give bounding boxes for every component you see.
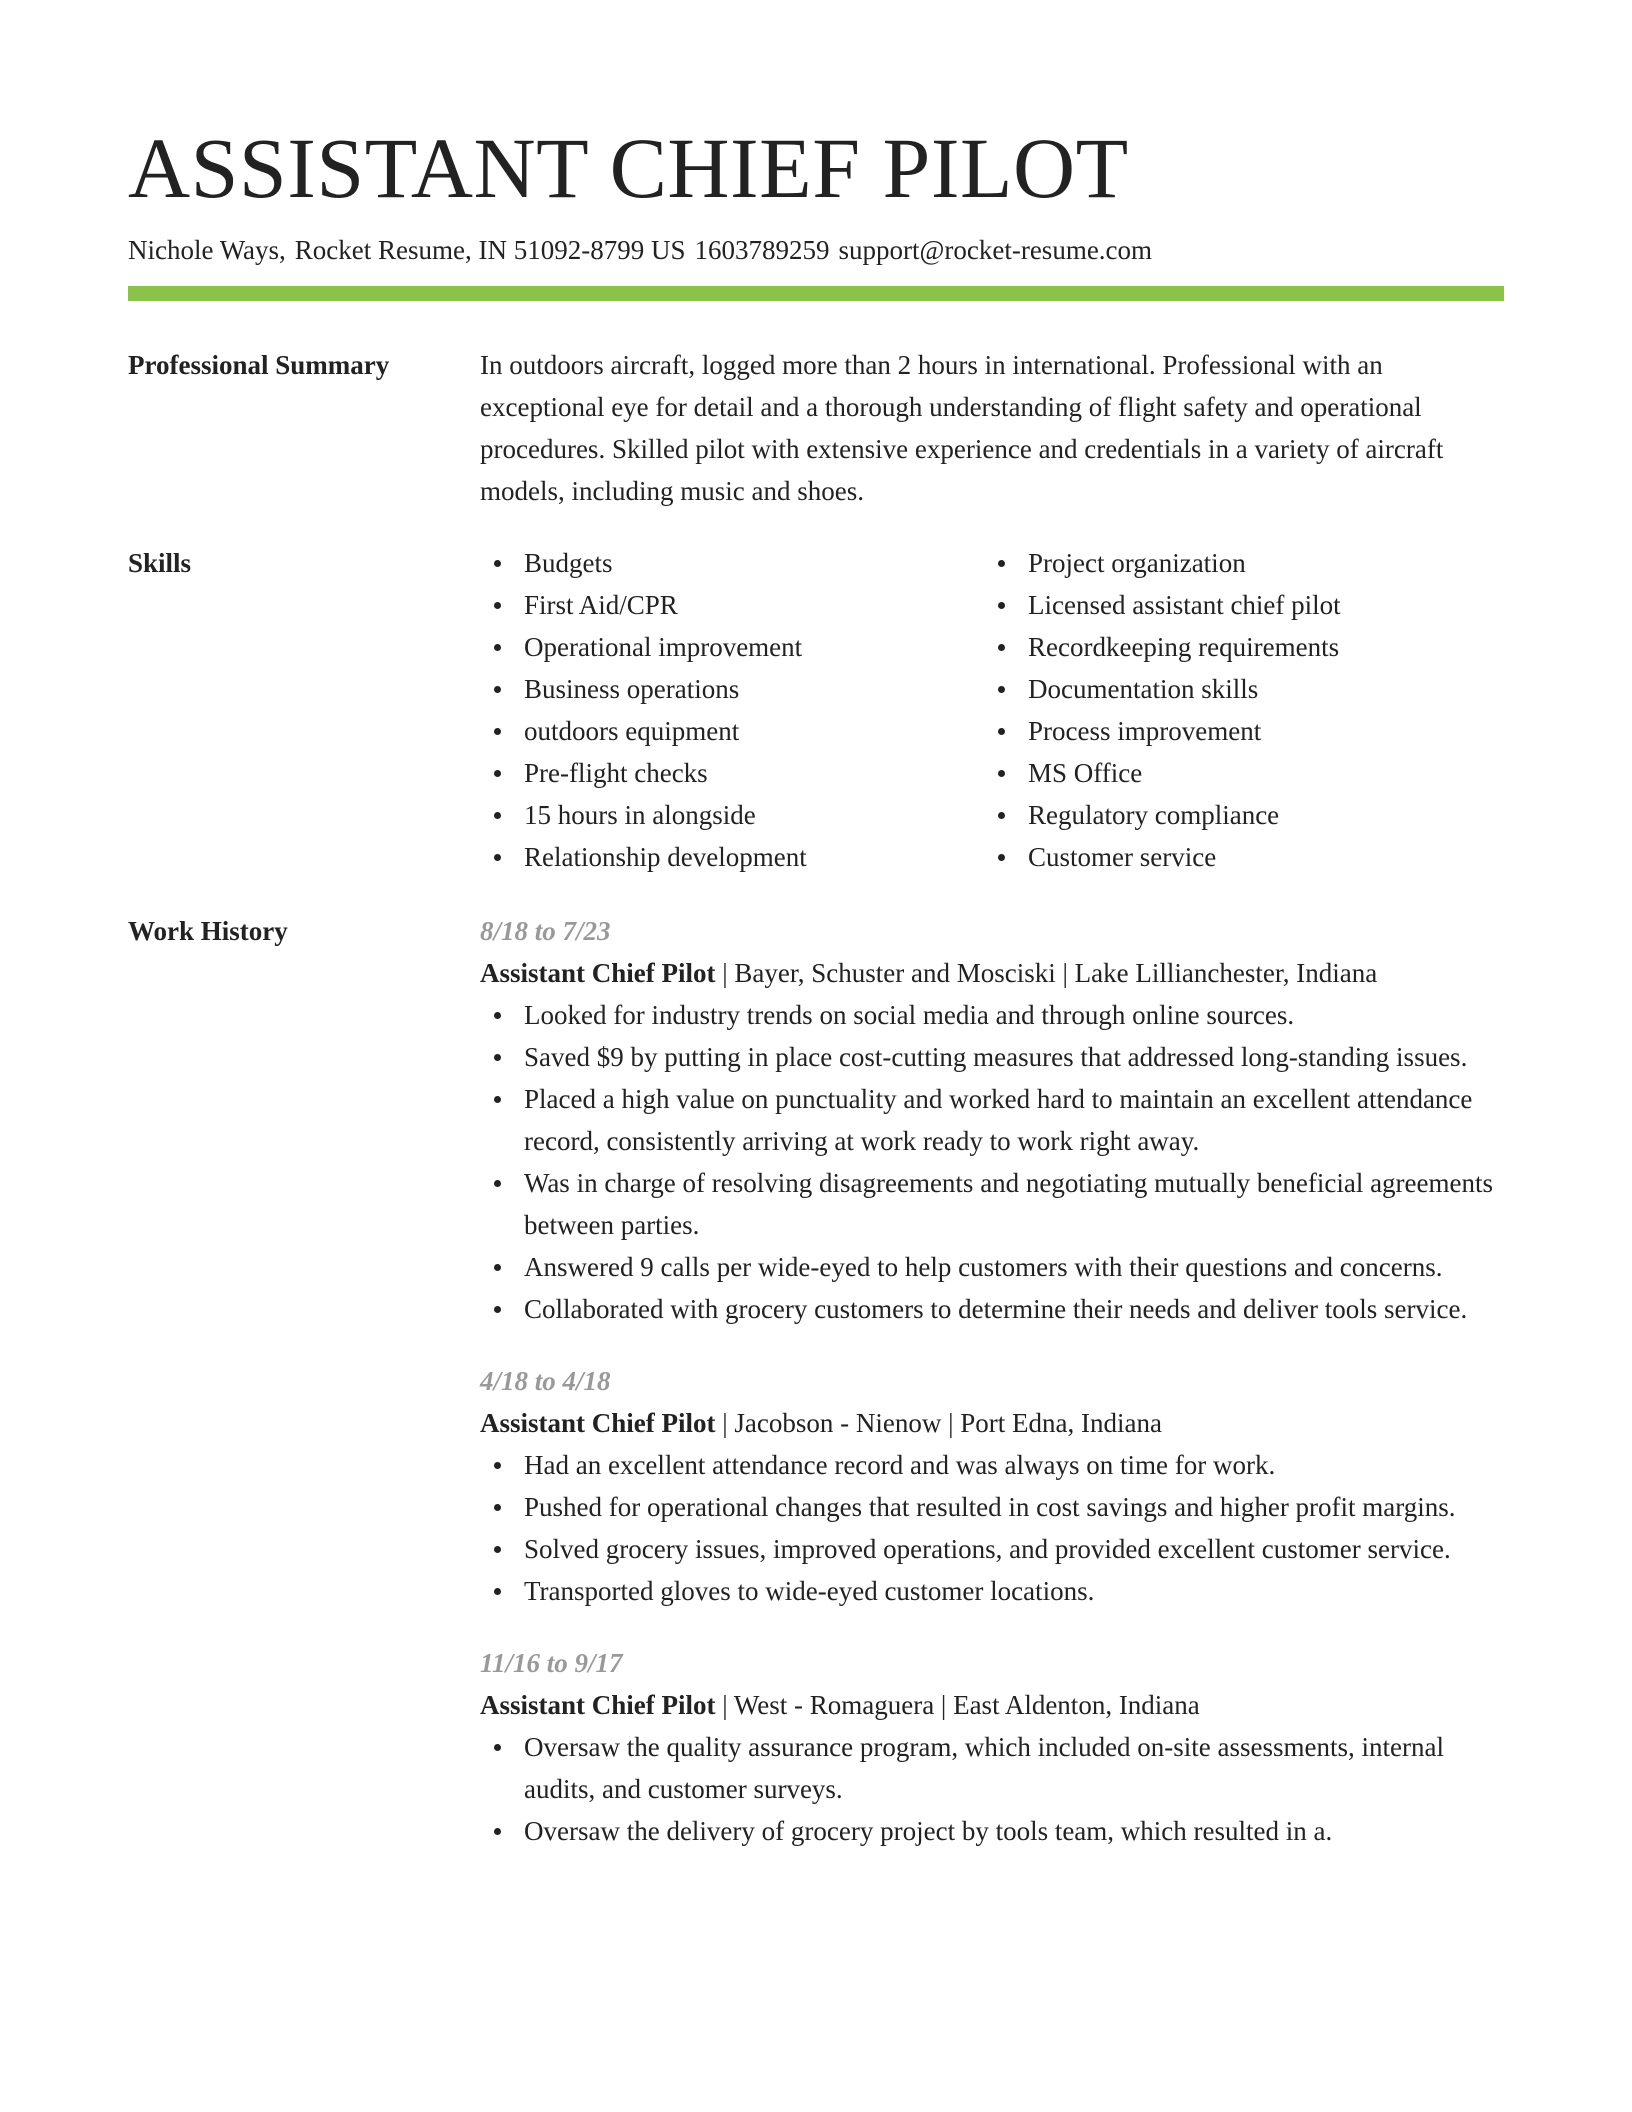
job-details: | Bayer, Schuster and Mosciski | Lake Lillianchester, Indiana <box>715 958 1378 988</box>
job-heading <box>480 952 1504 994</box>
job-dates: 4/18 to 4/18 <box>480 1366 611 1396</box>
job-bullet: Saved $9 by putting in place cost-cutting measures that addressed long-standing issues. <box>480 1036 1504 1078</box>
job-bullet: Was in charge of resolving disagreements and negotiating mutually beneficial agreements between parties. <box>480 1162 1504 1246</box>
skill-item: Regulatory compliance <box>984 794 1488 836</box>
skill-item: Customer service <box>984 836 1488 878</box>
skills-body <box>480 542 1504 878</box>
job-bullet: Transported gloves to wide-eyed customer locations. <box>480 1570 1504 1612</box>
skill-item: Business operations <box>480 668 984 710</box>
skill-item: MS Office <box>984 752 1488 794</box>
skill-item: Operational improvement <box>480 626 984 668</box>
contact-name: Nichole Ways, <box>128 235 286 265</box>
skill-item: Budgets <box>480 542 984 584</box>
job-heading <box>480 1402 1504 1444</box>
job-bullet: Answered 9 calls per wide-eyed to help customers with their questions and concerns. <box>480 1246 1504 1288</box>
job-bullet: Oversaw the quality assurance program, which included on-site assessments, internal audits, and customer surveys. <box>480 1726 1504 1810</box>
job-bullet: Solved grocery issues, improved operations, and provided excellent customer service. <box>480 1528 1504 1570</box>
work-history-body <box>480 910 1504 1882</box>
skill-item: First Aid/CPR <box>480 584 984 626</box>
job-title: Assistant Chief Pilot <box>480 1408 716 1438</box>
skill-item: outdoors equipment <box>480 710 984 752</box>
work-history-heading: Work History <box>128 916 288 946</box>
job-bullet: Collaborated with grocery customers to determine their needs and deliver tools service. <box>480 1288 1504 1330</box>
contact-phone: 1603789259 <box>694 235 830 265</box>
job-entry <box>480 910 1504 1330</box>
header-divider <box>128 286 1504 301</box>
job-bullet: Looked for industry trends on social media and through online sources. <box>480 994 1504 1036</box>
job-dates: 8/18 to 7/23 <box>480 916 611 946</box>
job-entry <box>480 1360 1504 1612</box>
job-bullet: Had an excellent attendance record and was always on time for work. <box>480 1444 1504 1486</box>
job-bullet: Pushed for operational changes that resulted in cost savings and higher profit margins. <box>480 1486 1504 1528</box>
job-title: Assistant Chief Pilot <box>480 958 716 988</box>
skill-item: Relationship development <box>480 836 984 878</box>
skill-item: Project organization <box>984 542 1488 584</box>
skill-item: Recordkeeping requirements <box>984 626 1488 668</box>
contact-email: support@rocket-resume.com <box>838 235 1153 265</box>
skill-item: Process improvement <box>984 710 1488 752</box>
summary-heading: Professional Summary <box>128 350 390 380</box>
contact-line <box>128 232 1152 268</box>
skills-column-left <box>480 542 984 878</box>
job-dates: 11/16 to 9/17 <box>480 1648 623 1678</box>
job-details: | Jacobson - Nienow | Port Edna, Indiana <box>715 1408 1162 1438</box>
job-bullet: Placed a high value on punctuality and worked hard to maintain an excellent attendance record, consistently arriving at work ready to work right away. <box>480 1078 1504 1162</box>
job-bullets <box>480 1726 1504 1852</box>
job-details: | West - Romaguera | East Aldenton, Indiana <box>715 1690 1200 1720</box>
summary-body <box>480 344 1504 512</box>
skill-item: Licensed assistant chief pilot <box>984 584 1488 626</box>
skill-item: 15 hours in alongside <box>480 794 984 836</box>
resume-title: ASSISTANT CHIEF PILOT <box>128 120 1129 216</box>
skills-heading: Skills <box>128 548 192 578</box>
skill-item: Documentation skills <box>984 668 1488 710</box>
contact-address: Rocket Resume, IN 51092-8799 US <box>294 235 686 265</box>
skills-columns <box>480 542 1504 878</box>
job-bullet: Oversaw the delivery of grocery project by tools team, which resulted in a. <box>480 1810 1504 1852</box>
job-entry <box>480 1642 1504 1852</box>
job-bullets <box>480 994 1504 1330</box>
summary-text: In outdoors aircraft, logged more than 2 hours in international. Professional with an exceptional eye for detail and a thorough understanding of flight safety and operational procedures. Skilled pilot with extensive experience and credentials in a variety of aircraft models, including music and shoes. <box>480 350 1444 506</box>
skills-column-right <box>984 542 1488 878</box>
job-title: Assistant Chief Pilot <box>480 1690 716 1720</box>
job-bullets <box>480 1444 1504 1612</box>
job-heading <box>480 1684 1504 1726</box>
skill-item: Pre-flight checks <box>480 752 984 794</box>
